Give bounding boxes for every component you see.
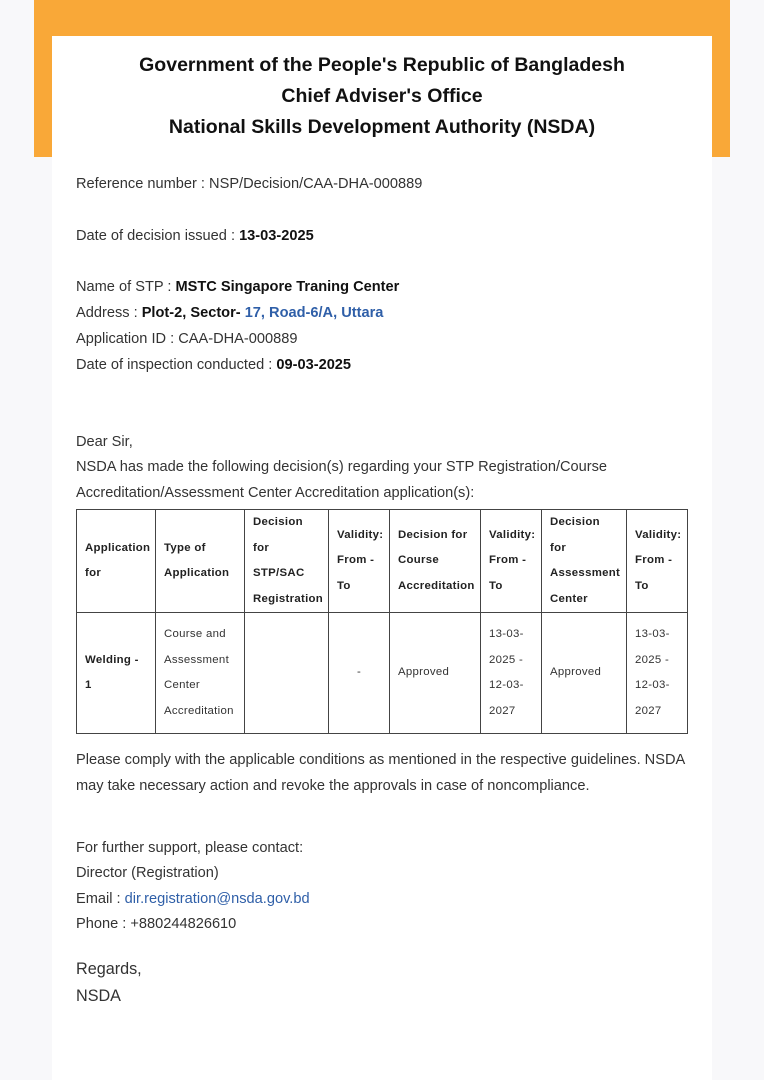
column-header: Type of Application: [156, 510, 245, 613]
cell-course-validity: 13-03-2025 - 12-03-2027: [481, 613, 542, 734]
letter-header: [52, 50, 712, 143]
cell-type: Course and Assessment Center Accreditation: [156, 613, 245, 734]
support-role: Director (Registration): [76, 865, 219, 881]
email-label: Email :: [76, 891, 125, 907]
address-value-part2[interactable]: 17, Road-6/A, Uttara: [244, 305, 384, 321]
regards: Regards,: [76, 960, 142, 978]
decision-table: [76, 509, 688, 734]
date-issued-value: 13-03-2025: [239, 228, 314, 244]
stp-name-label: Name of STP :: [76, 279, 176, 295]
cell-application-for: Welding - 1: [77, 613, 156, 734]
support-email: [76, 891, 310, 907]
cell-stp-decision: [245, 613, 329, 734]
reference-label: Reference number :: [76, 176, 210, 192]
signature: NSDA: [76, 987, 121, 1005]
address: [76, 305, 383, 321]
cell-course-decision: Approved: [390, 613, 481, 734]
column-header: Decision for Assessment Center: [542, 510, 627, 613]
table-header-row: [77, 510, 688, 613]
compliance-paragraph: Please comply with the applicable conditions as mentioned in the respective guidelines. NSDA may take necessary action and revoke the approvals in case of noncompliance.: [76, 752, 685, 794]
email-link[interactable]: dir.registration@nsda.gov.bd: [124, 891, 310, 907]
inspection-value: 09-03-2025: [276, 357, 352, 373]
application-id-value: CAA-DHA-000889: [178, 331, 298, 347]
cell-center-validity: 13-03-2025 - 12-03-2027: [627, 613, 688, 734]
cell-stp-validity: -: [329, 613, 390, 734]
reference-number: [76, 176, 422, 192]
column-header: Validity: From - To: [627, 510, 688, 613]
column-header: Validity: From - To: [481, 510, 542, 613]
phone-value: +880244826610: [130, 916, 237, 932]
salutation: Dear Sir,: [76, 434, 133, 450]
address-label: Address :: [76, 305, 142, 321]
column-header: Validity: From - To: [329, 510, 390, 613]
inspection-label: Date of inspection conducted :: [76, 357, 277, 373]
application-id-label: Application ID :: [76, 331, 179, 347]
reference-value: NSP/Decision/CAA-DHA-000889: [209, 176, 423, 192]
date-issued-label: Date of decision issued :: [76, 228, 240, 244]
support-heading: For further support, please contact:: [76, 840, 304, 856]
header-authority: National Skills Development Authority (NSDA): [168, 116, 596, 138]
table-row: [77, 613, 688, 734]
stp-name-value: MSTC Singapore Traning Center: [175, 279, 400, 295]
support-phone: [76, 916, 236, 932]
header-government: Government of the People's Republic of Bangladesh: [139, 54, 625, 76]
column-header: Application for: [77, 510, 156, 613]
phone-label: Phone :: [76, 916, 131, 932]
inspection-date: [76, 357, 351, 373]
column-header: Decision for Course Accreditation: [390, 510, 481, 613]
header-office: Chief Adviser's Office: [281, 85, 483, 107]
application-id: [76, 331, 297, 347]
address-value-part1: Plot-2, Sector-: [141, 305, 245, 321]
intro-paragraph: NSDA has made the following decision(s) regarding your STP Registration/Course Accreditation/Assessment Center Accreditation application(s):: [76, 459, 608, 501]
stp-name: [76, 279, 399, 295]
cell-center-decision: Approved: [542, 613, 627, 734]
date-issued: [76, 228, 314, 244]
column-header: Decision for STP/SAC Registration: [245, 510, 329, 613]
